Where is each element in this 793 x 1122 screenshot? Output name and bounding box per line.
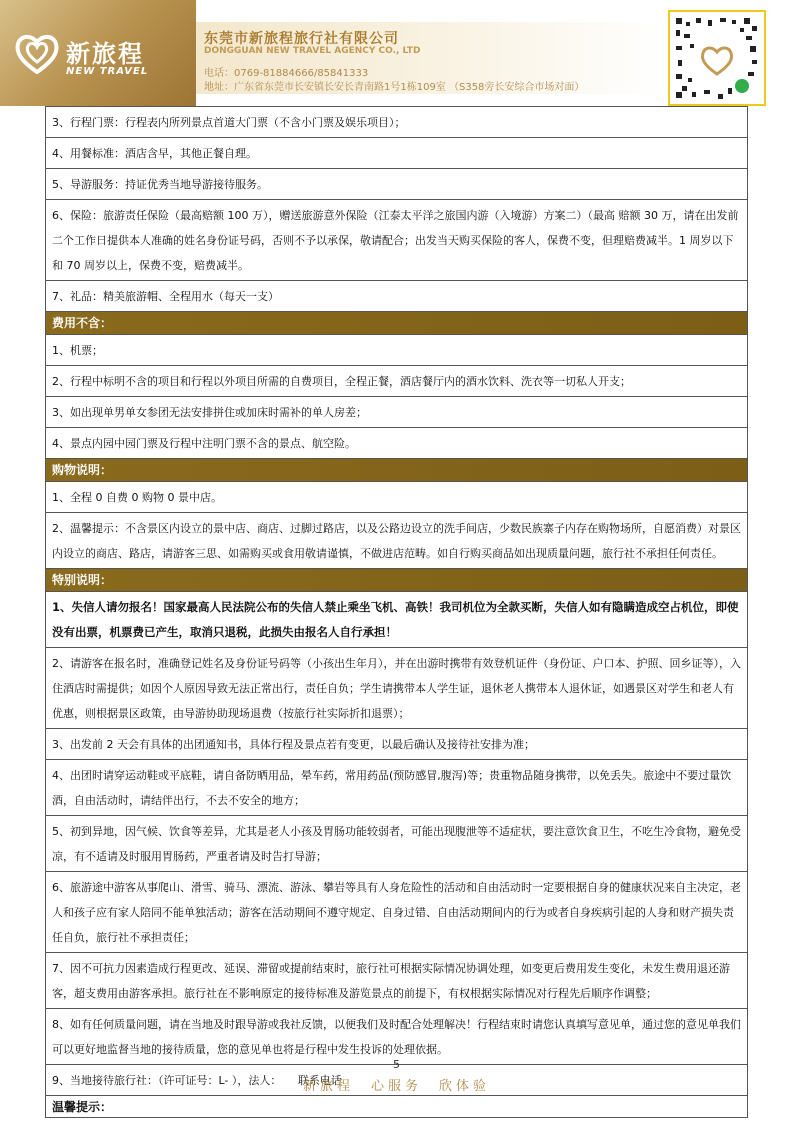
special-item: 6、旅游途中游客从事爬山、滑雪、骑马、漂流、游泳、攀岩等具有人身危险性的活动和自由活动时一定要根据自身的健康状况来自主决定，老人和孩子应有家人陪同不能单独活动；游客在活动期间不遵守规定、自身过错、自由活动期间内的行为或者自身疾病引起的人身和财产损失责任自负，旅行社不承担责任；	[46, 871, 747, 952]
logo-text-cn: 新旅程	[66, 40, 144, 68]
qr-code-frame	[668, 10, 766, 106]
company-address: 地址：广东省东莞市长安镇长安长青南路1号1栋109室 （S358旁长安综合市场对面）	[204, 82, 585, 93]
page-header	[0, 0, 793, 106]
company-name-cn: 东莞市新旅程旅行社有限公司	[204, 31, 399, 47]
included-item-4: 4、用餐标准：酒店含早，其他正餐自理。	[46, 137, 747, 168]
logo-block	[0, 0, 196, 106]
special-lead-warning: 1、失信人请勿报名！国家最高人民法院公布的失信人禁止乘坐飞机、高铁！我司机位为全款买断，失信人如有隐瞒造成空占机位，即使没有出票，机票费已产生，取消只退税，此损失由报名人自行承担！	[46, 591, 747, 647]
excluded-item: 2、行程中标明不含的项目和行程以外项目所需的自费项目，全程正餐，酒店餐厅内的酒水饮料、洗衣等一切私人开支；	[46, 365, 747, 396]
itinerary-table	[45, 106, 748, 1118]
heart-logo-icon	[14, 32, 60, 74]
included-item-7: 7、礼品：精美旅游帽、全程用水（每天一支）	[46, 280, 747, 311]
shopping-item: 1、全程 0 自费 0 购物 0 景中店。	[46, 481, 747, 512]
special-item: 2、请游客在报名时，准确登记姓名及身份证号码等（小孩出生年月），并在出游时携带有效登机证件（身份证、户口本、护照、回乡证等），入住酒店时需提供；如因个人原因导致无法正常出行，责任自负；学生请携带本人学生证，退休老人携带本人退休证，如遇景区对学生和老人有优惠，则根据景区政策，由导游协助现场退费（按旅行社实际折扣退票）；	[46, 647, 747, 728]
special-item: 9、当地接待旅行社：（许可证号：L- ），法人： 联系电话	[46, 1064, 747, 1095]
company-phone: 电话：0769-81884666/85841333	[204, 68, 369, 79]
logo-text-en: NEW TRAVEL	[66, 66, 149, 77]
section-excluded-title: 费用不含：	[46, 311, 747, 334]
section-special-title: 特别说明：	[46, 568, 747, 591]
tips-title: 温馨提示：	[46, 1095, 747, 1117]
special-item: 8、如有任何质量问题，请在当地及时跟导游或我社反馈，以便我们及时配合处理解决！行程结束时请您认真填写意见单，通过您的意见单我们可以更好地监督当地的接待质量，您的意见单也将是行程中发生投诉的处理依据。	[46, 1008, 747, 1064]
included-item-3: 3、行程门票：行程表内所列景点首道大门票（不含小门票及娱乐项目）；	[52, 116, 406, 129]
excluded-item: 4、景点内园中园门票及行程中注明门票不含的景点、航空险。	[46, 427, 747, 458]
special-item: 4、出团时请穿运动鞋或平底鞋，请自备防晒用品，晕车药，常用药品(预防感冒,腹泻)等；贵重物品随身携带，以免丢失。旅途中不要过量饮酒，自由活动时，请结伴出行，不去不安全的地方；	[46, 759, 747, 815]
page-number: 5	[393, 1058, 400, 1071]
included-item-6: 6、保险：旅游责任保险（最高赔额 100 万），赠送旅游意外保险（江泰太平洋之旅国内游（入境游）方案二）（最高 赔额 30 万，请在出发前二个工作日提供本人准确的姓名身份证号码，否则不予以承保，敬请配合；出发当天购买保险的客人，保费不变，但理赔费减半。1 周岁以下和 70 周岁以上，保费不变，赔费减半。	[46, 199, 747, 280]
footer-slogan: 新旅程 心服务 欣体验	[302, 1079, 490, 1094]
excluded-item: 1、机票；	[46, 334, 747, 365]
special-item: 5、初到异地，因气候、饮食等差异，尤其是老人小孩及胃肠功能较弱者，可能出现腹泄等不适症状，要注意饮食卫生，不吃生冷食物，避免受凉，有不适请及时服用胃肠药，严重者请及时告打导游；	[46, 815, 747, 871]
excluded-item: 3、如出现单男单女参团无法安排拼住或加床时需补的单人房差；	[46, 396, 747, 427]
special-item: 7、因不可抗力因素造成行程更改、延误、滞留或提前结束时，旅行社可根据实际情况协调处理，如变更后费用发生变化，未发生费用退还游客，超支费用由游客承担。旅行社在不影响原定的接待标准及游览景点的前提下，有权根据实际情况对行程先后顺序作调整；	[46, 952, 747, 1008]
special-item: 3、出发前 2 天会有具体的出团通知书，具体行程及景点若有变更，以最后确认及接待社安排为准；	[46, 728, 747, 759]
included-item-5: 5、导游服务：持证优秀当地导游接待服务。	[46, 168, 747, 199]
section-shopping-title: 购物说明：	[46, 458, 747, 481]
shopping-item: 2、温馨提示：不含景区内设立的景中店、商店、过脚过路店，以及公路边设立的洗手间店，少数民族寨子内存在购物场所，自愿消费）对景区内设立的商店、路店，请游客三思、如需购买或食用敬请谨慎，不做进店范畴。如自行购买商品如出现质量问题，旅行社不承担任何责任。	[46, 512, 747, 568]
company-name-en: DONGGUAN NEW TRAVEL AGENCY CO., LTD	[204, 46, 421, 56]
qr-code-icon	[674, 16, 760, 100]
